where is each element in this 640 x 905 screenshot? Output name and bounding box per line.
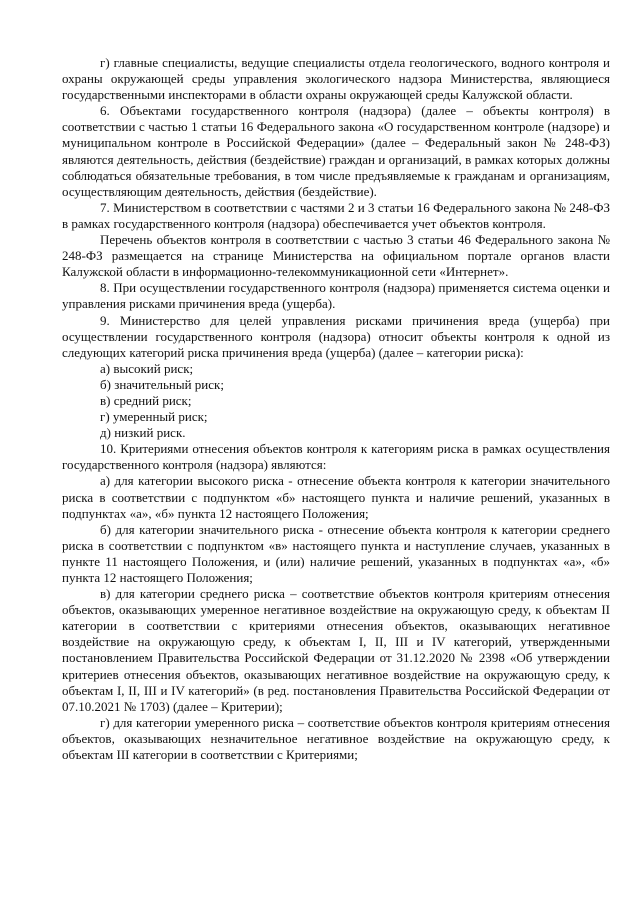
paragraph-7: 7. Министерством в соответствии с частями 2 и 3 статьи 16 Федерального закона № 248-ФЗ в рамках государственного контроля (надзора) обеспечивается учет объектов контроля. <box>62 199 610 231</box>
risk-item-d: д) низкий риск. <box>100 425 186 441</box>
paragraph-9: 9. Министерство для целей управления рисками причинения вреда (ущерба) при осуществлении государственного контроля (надзора) относит объекты контроля к одной из следующих категорий риска причинения вреда (ущерба) (далее – категории риска): <box>62 312 610 360</box>
criteria-item-g: г) для категории умеренного риска – соответствие объектов контроля критериям отнесения объектов, оказывающих незначительное негативное воздействие на окружающую среду, к объектам III категории в соответствии с Критериями; <box>62 714 610 763</box>
paragraph-7-list: Перечень объектов контроля в соответствии с частью 3 статьи 46 Федерального закона № 248-ФЗ размещается на странице Министерства на официальном портале органов власти Калужской области в информационно-телекоммуникационной сети «Интернет». <box>62 232 610 280</box>
criteria-item-b: б) для категории значительного риска - отнесение объекта контроля к категории среднего риска в соответствии с подпунктом «в» настоящего пункта и наступление случаев, указанных в пункте 11 настоящего Положения, и (или) наличие решений, указанных в подпунктах «а», «б» пункта 12 настоящего Положения; <box>62 521 610 585</box>
paragraph-8: 8. При осуществлении государственного контроля (надзора) применяется система оценки и управления рисками причинения вреда (ущерба). <box>62 280 610 312</box>
paragraph-10: 10. Критериями отнесения объектов контроля к категориям риска в рамках осуществления государственного контроля (надзора) являются: <box>62 441 610 473</box>
paragraph-5g: г) главные специалисты, ведущие специалисты отдела геологического, водного контроля и охраны окружающей среды управления экологического надзора Министерства, являющиеся государственными инспекторами в области охраны окружающей среды Калужской области. <box>62 55 610 103</box>
document-page <box>62 55 610 763</box>
criteria-item-v: в) для категории среднего риска – соответствие объектов контроля критериям отнесения объектов, оказывающих умеренное негативное воздействие на окружающую среду, к объектам II категории в соответствии с критериями отнесения объектов, оказывающих негативное воздействие на окружающую среду, к объектам I, II, III и IV категорий, утвержденными постановлением Правительства Российской Федерации от 31.12.2020 № 2398 «Об утверждении критериев отнесения объектов, оказывающих негативное воздействие на окружающую среду, к объектам I, II, III и IV категорий» (в ред. постановления Правительства Российской Федерации от 07.10.2021 № 1703) (далее – Критерии); <box>62 586 610 714</box>
criteria-item-a: а) для категории высокого риска - отнесение объекта контроля к категории значительного риска в соответствии с подпунктом «б» настоящего пункта и наличие решений, указанных в подпунктах «а», «б» пункта 12 настоящего Положения; <box>62 473 610 521</box>
risk-item-b: б) значительный риск; <box>100 376 224 392</box>
risk-item-g: г) умеренный риск; <box>100 409 208 425</box>
risk-item-a: а) высокий риск; <box>100 360 194 376</box>
risk-item-v: в) средний риск; <box>100 392 192 408</box>
paragraph-6: 6. Объектами государственного контроля (надзора) (далее – объекты контроля) в соответствии с частью 1 статьи 16 Федерального закона «О государственном контроле (надзоре) и муниципальном контроле в Российской Федерации» (далее – Федеральный закон № 248-ФЗ) являются деятельность, действия (бездействие) граждан и организаций, в рамках которых должны соблюдаться обязательные требования, в том числе предъявляемые к гражданам и организациям, осуществляющим деятельность, действия (бездействие). <box>62 103 610 199</box>
